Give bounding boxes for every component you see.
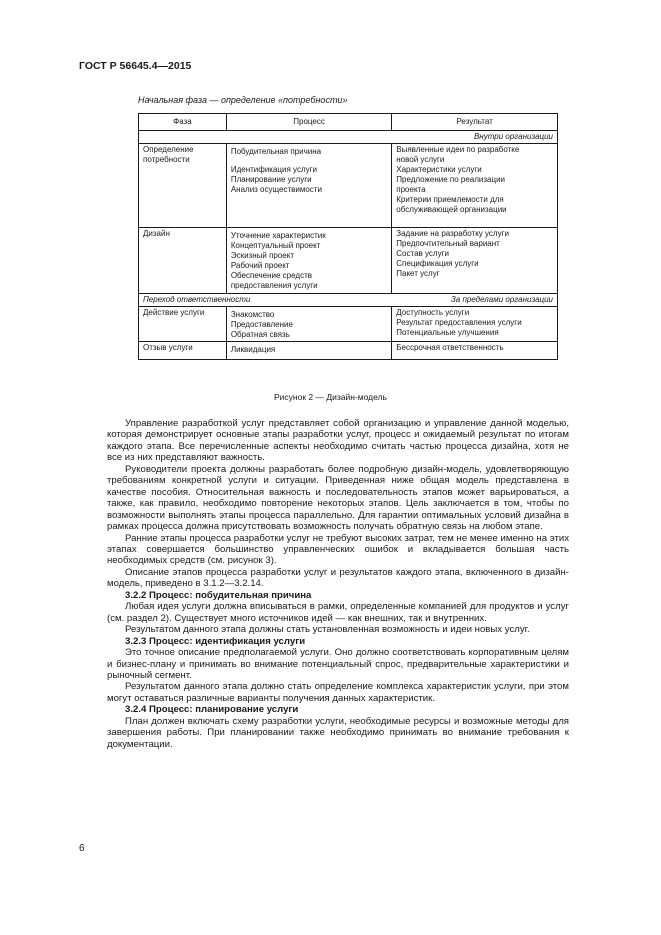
cell-text: Анализ осуществимости — [230, 185, 322, 194]
cell-text: Планирование услуги — [230, 175, 312, 184]
body-text — [107, 418, 569, 750]
cell-text: Предоставление — [230, 320, 293, 329]
cell-text: Определение — [143, 145, 194, 154]
cell-text: Действие услуги — [143, 308, 205, 317]
phase-cell — [139, 228, 227, 294]
page-number: 6 — [79, 843, 85, 854]
cell-text: Идентификация услуги — [230, 165, 317, 174]
phase-cell — [139, 144, 227, 228]
process-cell — [226, 342, 391, 360]
cell-text: Уточнение характеристик — [230, 231, 326, 240]
standard-code: ГОСТ Р 56645.4—2015 — [79, 60, 192, 72]
cell-text: Побудительная причина — [230, 147, 322, 156]
figure-caption: Рисунок 2 — Дизайн-модель — [274, 392, 387, 402]
cell-text: Знакомство — [230, 310, 275, 319]
cell-text: Пакет услуг — [396, 269, 440, 278]
cell-text: Характеристики услуги — [396, 165, 482, 174]
cell-text: Предпочтительный вариант — [396, 239, 500, 248]
paragraph: Описание этапов процесса разработки услуг и результатов каждого этапа, включенного в дизайн-модель, приведено в 3.1.2—3.2.14. — [107, 566, 569, 590]
phase-cell — [139, 307, 227, 342]
transition-left-label: Переход ответственности — [143, 295, 251, 304]
cell-text: Спецификация услуги — [396, 259, 479, 268]
table-row — [139, 307, 558, 342]
cell-text: Потенциальные улучшения — [396, 328, 499, 337]
cell-text: Обеспечение средств — [230, 271, 312, 280]
paragraph: Результатом данного этапа должны стать установленная возможность и идеи новых услуг. — [125, 624, 530, 636]
cell-text: Состав услуги — [396, 249, 449, 258]
cell-text: Критерии приемлемости для — [396, 195, 504, 204]
inside-org-label: Внутри организации — [139, 131, 558, 144]
result-cell — [392, 144, 558, 228]
cell-text: проекта — [396, 185, 426, 194]
section-heading: 3.2.4 Процесс: планирование услуги — [125, 704, 299, 716]
section-heading: 3.2.3 Процесс: идентификация услуги — [125, 635, 306, 647]
column-header: Процесс — [226, 114, 391, 131]
design-model-table — [138, 113, 558, 360]
cell-text: Доступность услуги — [396, 308, 470, 317]
paragraph: Управление разработкой услуг представляет собой организацию и управление данной моделью, которая демонстрирует основные этапы разработки услуг, процесс и ожидаемый результат по итогам каждого этапа. Все перечисленные аспекты необходимо считать частью процесса дизайна, хотя не все из них представляют важность. — [107, 418, 569, 464]
cell-text: предоставления услуги — [230, 281, 318, 290]
transition-cell — [139, 294, 558, 307]
table-row — [139, 342, 558, 360]
paragraph: Любая идея услуги должна вписываться в рамки, определенные компанией для продуктов и услуг (см. раздел 2). Существует много источников идей — как внешних, так и внутренних. — [107, 601, 569, 624]
process-cell — [226, 228, 391, 294]
cell-text: Концептуальный проект — [230, 241, 321, 250]
column-header: Фаза — [139, 114, 227, 131]
cell-text: новой услуги — [396, 155, 445, 164]
figure-title: Начальная фаза — определение «потребности» — [138, 95, 348, 105]
process-cell — [226, 144, 391, 228]
column-header: Результат — [392, 114, 558, 131]
paragraph: План должен включать схему разработки услуги, необходимые ресурсы и возможные методы для завершения работы. При планировании также необходимо принимать во внимание требования к документации. — [107, 715, 569, 750]
table-body — [139, 131, 558, 360]
cell-text: Бессрочная ответственность — [396, 343, 504, 352]
table-row — [139, 144, 558, 228]
paragraph: Это точное описание предполагаемой услуги. Оно должно соответствовать корпоративным целям и бизнес-плану и принимать во внимание потенциальный спрос, предварительные характеристики и рыночный сегмент. — [107, 647, 569, 681]
cell-text: Обратная связь — [230, 330, 290, 339]
result-cell — [392, 307, 558, 342]
cell-text: потребности — [143, 155, 190, 164]
cell-text: Результат предоставления услуги — [396, 318, 522, 327]
transition-row — [139, 294, 558, 307]
paragraph: Ранние этапы процесса разработки услуг не требуют высоких затрат, тем не менее именно на этих этапах совершается большинство управленческих ошибок и вкладывается большая часть необходимых средств (см. рисунок 3). — [107, 532, 569, 567]
outside-org-label: За пределами организации — [450, 295, 553, 304]
cell-text: Ликвидация — [230, 345, 276, 354]
process-cell — [226, 307, 391, 342]
cell-text — [231, 157, 387, 165]
cell-text: Отзыв услуги — [143, 343, 193, 352]
cell-text: Дизайн — [143, 229, 170, 238]
cell-text: обслуживающей организации — [396, 205, 507, 214]
table-row — [139, 228, 558, 294]
paragraph: Руководители проекта должны разработать более подробную дизайн-модель, удовлетворяющую требованиям конкретной услуги и ситуации. Приведенная ниже общая модель представлена в качестве пособия. Относительная важность и последовательность этапов может варьироваться, а также, как правило, необходимо повторение некоторых этапов. Цель заключается в том, чтобы по возможности выполнять этапы процесса параллельно. Для гарантии оптимальных условий дизайна в рамках процесса должна присутствовать возможность получать обратную связь на любом этапе. — [107, 463, 569, 533]
result-cell — [392, 228, 558, 294]
cell-text: Выявленные идеи по разработке — [396, 145, 520, 154]
cell-text: Рабочий проект — [230, 261, 290, 270]
cell-text: Предложение по реализации — [396, 175, 506, 184]
phase-cell — [139, 342, 227, 360]
table-header-row — [139, 114, 558, 131]
cell-text: Эскизный проект — [230, 251, 295, 260]
cell-text: Задание на разработку услуги — [396, 229, 509, 238]
transition-labels — [143, 295, 553, 305]
section-heading: 3.2.2 Процесс: побудительная причина — [125, 589, 312, 601]
inside-org-row — [139, 131, 558, 144]
result-cell — [392, 342, 558, 360]
paragraph: Результатом данного этапа должно стать определение комплекса характеристик услуги, при этом могут оставаться различные варианты получения данных характеристик. — [107, 681, 569, 704]
